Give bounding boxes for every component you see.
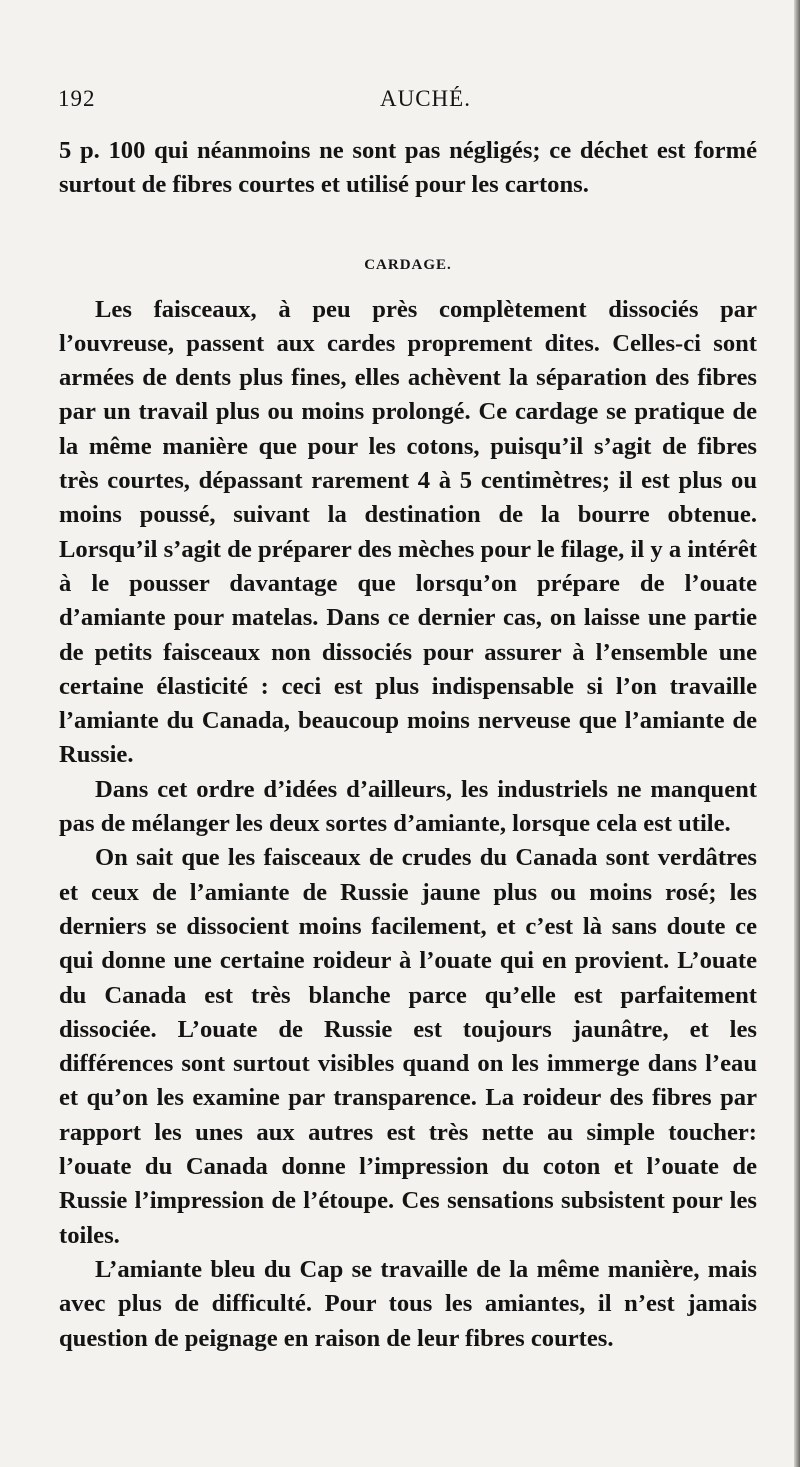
- page-number: 192: [58, 86, 96, 111]
- page-body: [59, 134, 757, 1356]
- paragraph-1: Les faisceaux, à peu près complètement dissociés par l’ouvreuse, passent aux cardes proprement dites. Celles-ci sont armées de dents plus fines, elles achèvent la séparation des fibres par un travail plus ou moins prolongé. Ce cardage se pratique de la même manière que pour les cotons, puisqu’il s’agit de fibres très courtes, dépassant rarement 4 à 5 centimètres; il est plus ou moins poussé, suivant la destination de la bourre obtenue. Lorsqu’il s’agit de préparer des mèches pour le filage, il y a intérêt à le pousser davantage que lorsqu’on prépare de l’ouate d’amiante pour matelas. Dans ce dernier cas, on laisse une partie de petits faisceaux non dissociés pour assurer à l’ensemble une certaine élasticité : ceci est plus indispensable si l’on travaille l’amiante du Canada, beaucoup moins nerveuse que l’amiante de Russie.: [59, 295, 757, 769]
- running-title: AUCHÉ.: [380, 86, 471, 111]
- paragraph-2: Dans cet ordre d’idées d’ailleurs, les industriels ne manquent pas de mélanger les deux sortes d’amiante, lorsque cela est utile.: [59, 775, 757, 838]
- paragraph-intro: 5 p. 100 qui néanmoins ne sont pas négligés; ce déchet est formé surtout de fibres courtes et utilisé pour les cartons.: [59, 137, 757, 199]
- paragraph-4: L’amiante bleu du Cap se travaille de la même manière, mais avec plus de difficulté. Pour tous les amiantes, il n’est jamais question de peignage en raison de leur fibres courtes.: [59, 1255, 757, 1352]
- running-header: [58, 86, 742, 120]
- paragraph-3: On sait que les faisceaux de crudes du Canada sont verdâtres et ceux de l’amiante de Russie jaune plus ou moins rosé; les derniers se dissocient moins facilement, et c’est là sans doute ce qui donne une certaine roideur à l’ouate qui en provient. L’ouate du Canada est très blanche parce qu’elle est parfaitement dissociée. L’ouate de Russie est toujours jaunâtre, et les différences sont surtout visibles quand on les immerge dans l’eau et qu’on les examine par transparence. La roideur des fibres par rapport les unes aux autres est très nette au simple toucher: l’ouate du Canada donne l’impression du coton et l’ouate de Russie l’impression de l’étoupe. Ces sensations subsistent pour les toiles.: [59, 844, 757, 1249]
- page-edge-shadow: [794, 0, 800, 1467]
- section-heading: CARDAGE.: [364, 256, 452, 273]
